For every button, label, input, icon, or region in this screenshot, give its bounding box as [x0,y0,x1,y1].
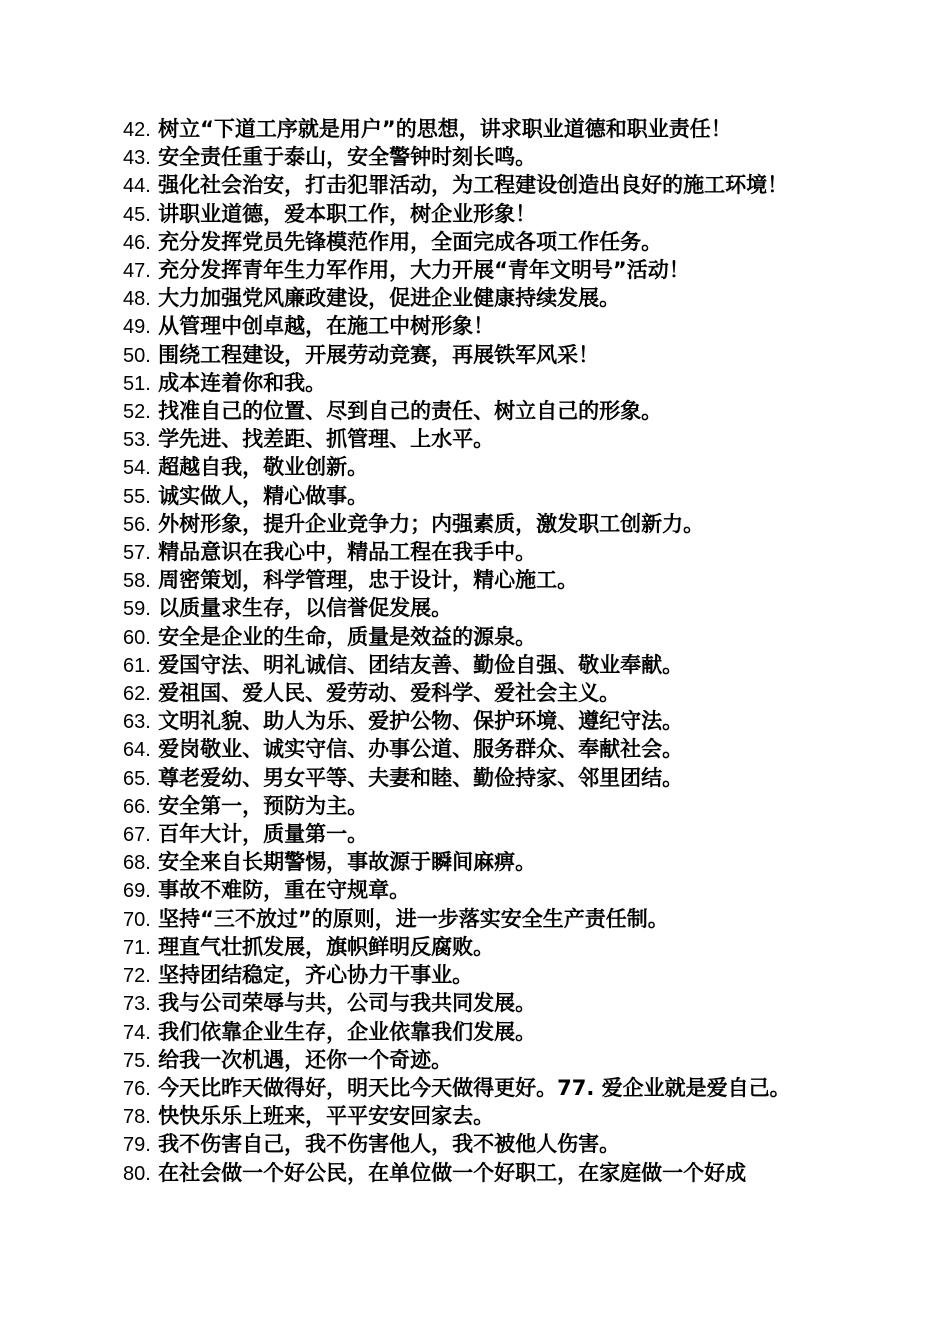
item-number: 78. [123,1106,151,1129]
item-text: 讲职业道德，爱本职工作，树企业形象！ [150,201,537,226]
item-number: 75. [123,1049,151,1072]
item-text: 诚实做人，精心做事。 [150,483,369,508]
item-text: 大力加强党风廉政建设，促进企业健康持续发展。 [150,286,621,311]
item-number: 55. [123,485,151,508]
item-number: 67. [123,824,151,847]
slogan-item [117,1160,833,1188]
slogan-item [117,793,833,821]
item-text: 爱国守法、明礼诚信、团结友善、勤俭自强、敬业奉献。 [150,652,684,677]
item-text: 给我一次机遇，还你一个奇迹。 [150,1047,453,1072]
item-text: 理直气壮抓发展，旗帜鲜明反腐败。 [150,934,495,959]
item-text: 在社会做一个好公民，在单位做一个好职工，在家庭做一个好成 [150,1160,747,1185]
item-number: 72. [123,965,151,988]
item-number: 65. [123,767,151,790]
slogan-item [117,877,833,905]
slogan-item [117,1075,833,1103]
item-number: 69. [123,880,151,903]
slogan-item [117,821,833,849]
item-text: 坚持“三不放过”的原则，进一步落实安全生产责任制。 [150,906,669,931]
slogan-item [117,398,833,426]
slogan-item [117,990,833,1018]
slogan-item [117,201,833,229]
item-text: 精品意识在我心中，精品工程在我手中。 [150,540,537,565]
slogan-item [117,652,833,680]
slogan-item [117,116,833,144]
slogan-item [117,1047,833,1075]
item-text: 爱祖国、爱人民、爱劳动、爱科学、爱社会主义。 [150,681,621,706]
item-number: 64. [123,739,151,762]
item-number: 74. [123,1021,151,1044]
item-text: 超越自我，敬业创新。 [150,455,369,480]
item-number: 56. [123,513,151,536]
item-text: 今天比昨天做得好，明天比今天做得更好。77. 爱企业就是爱自己。 [150,1075,791,1100]
item-number: 59. [123,598,151,621]
slogan-item [117,765,833,793]
slogan-item [117,172,833,200]
item-number: 49. [123,316,151,339]
slogan-item [117,595,833,623]
slogan-item [117,144,833,172]
item-number: 50. [123,344,151,367]
slogan-item [117,736,833,764]
item-text: 事故不难防，重在守规章。 [150,878,411,903]
item-text: 我不伤害自己，我不伤害他人，我不被他人伤害。 [150,1132,621,1157]
item-number: 70. [123,908,151,931]
item-text: 文明礼貌、助人为乐、爱护公物、保护环境、遵纪守法。 [150,709,684,734]
item-number: 43. [123,147,151,170]
item-number: 80. [123,1162,151,1185]
item-text: 快快乐乐上班来，平平安安回家去。 [150,1104,495,1129]
item-number: 58. [123,570,151,593]
item-text: 安全来自长期警惕，事故源于瞬间麻痹。 [150,850,537,875]
slogan-item [117,370,833,398]
slogan-item [117,285,833,313]
item-text: 以质量求生存，以信誉促发展。 [150,596,453,621]
slogan-item [117,1131,833,1159]
item-number: 44. [123,175,151,198]
item-text: 爱岗敬业、诚实守信、办事公道、服务群众、奉献社会。 [150,737,684,762]
item-text: 我与公司荣辱与共，公司与我共同发展。 [150,991,537,1016]
item-number: 63. [123,711,151,734]
item-number: 54. [123,457,151,480]
item-number: 52. [123,401,151,424]
item-text: 周密策划，科学管理，忠于设计，精心施工。 [150,568,579,593]
item-number: 62. [123,683,151,706]
item-number: 47. [123,260,151,283]
slogan-item [117,511,833,539]
slogan-item [117,962,833,990]
item-text: 安全是企业的生命，质量是效益的源泉。 [150,624,537,649]
item-number: 76. [123,1077,151,1100]
item-number: 60. [123,626,151,649]
item-text: 学先进、找差距、抓管理、上水平。 [150,427,495,452]
slogan-item [117,426,833,454]
item-text: 我们依靠企业生存，企业依靠我们发展。 [150,1019,537,1044]
slogan-item [117,906,833,934]
slogan-item [117,313,833,341]
slogan-item [117,539,833,567]
item-text: 充分发挥党员先锋模范作用，全面完成各项工作任务。 [150,229,663,254]
slogan-item [117,567,833,595]
item-number: 46. [123,231,151,254]
slogan-item [117,257,833,285]
slogan-item [117,483,833,511]
slogan-item [117,849,833,877]
slogan-item [117,1103,833,1131]
item-text: 安全责任重于泰山，安全警钟时刻长鸣。 [150,145,537,170]
item-text: 充分发挥青年生力军作用，大力开展“青年文明号”活动！ [150,258,690,283]
item-text: 找准自己的位置、尽到自己的责任、树立自己的形象。 [150,399,663,424]
item-number: 61. [123,654,151,677]
item-text: 成本连着你和我。 [150,370,327,395]
slogan-item [117,680,833,708]
item-number: 73. [123,993,151,1016]
document-body [117,116,833,1188]
item-text: 坚持团结稳定，齐心协力干事业。 [150,963,474,988]
slogan-item [117,934,833,962]
item-number: 53. [123,429,151,452]
item-number: 71. [123,936,151,959]
item-text: 安全第一，预防为主。 [150,793,369,818]
item-number: 68. [123,852,151,875]
item-text: 尊老爱幼、男女平等、夫妻和睦、勤俭持家、邻里团结。 [150,765,684,790]
item-text: 树立“下道工序就是用户”的思想，讲求职业道德和职业责任！ [150,117,732,141]
slogan-item [117,708,833,736]
item-number: 79. [123,1134,151,1157]
slogan-item [117,342,833,370]
item-number: 66. [123,795,151,818]
item-number: 51. [123,372,151,395]
item-number: 48. [123,288,151,311]
item-number: 42. [123,119,151,141]
item-number: 45. [123,203,151,226]
slogan-item [117,229,833,257]
item-text: 强化社会治安，打击犯罪活动，为工程建设创造出良好的施工环境！ [150,173,789,198]
slogan-item [117,454,833,482]
item-text: 百年大计，质量第一。 [150,822,369,847]
item-number: 57. [123,542,151,565]
slogan-item [117,1019,833,1047]
item-text: 外树形象，提升企业竞争力；内强素质，激发职工创新力。 [150,511,705,536]
item-text: 围绕工程建设，开展劳动竞赛，再展铁军风采！ [150,342,600,367]
slogan-item [117,624,833,652]
item-text: 从管理中创卓越，在施工中树形象！ [150,314,495,339]
